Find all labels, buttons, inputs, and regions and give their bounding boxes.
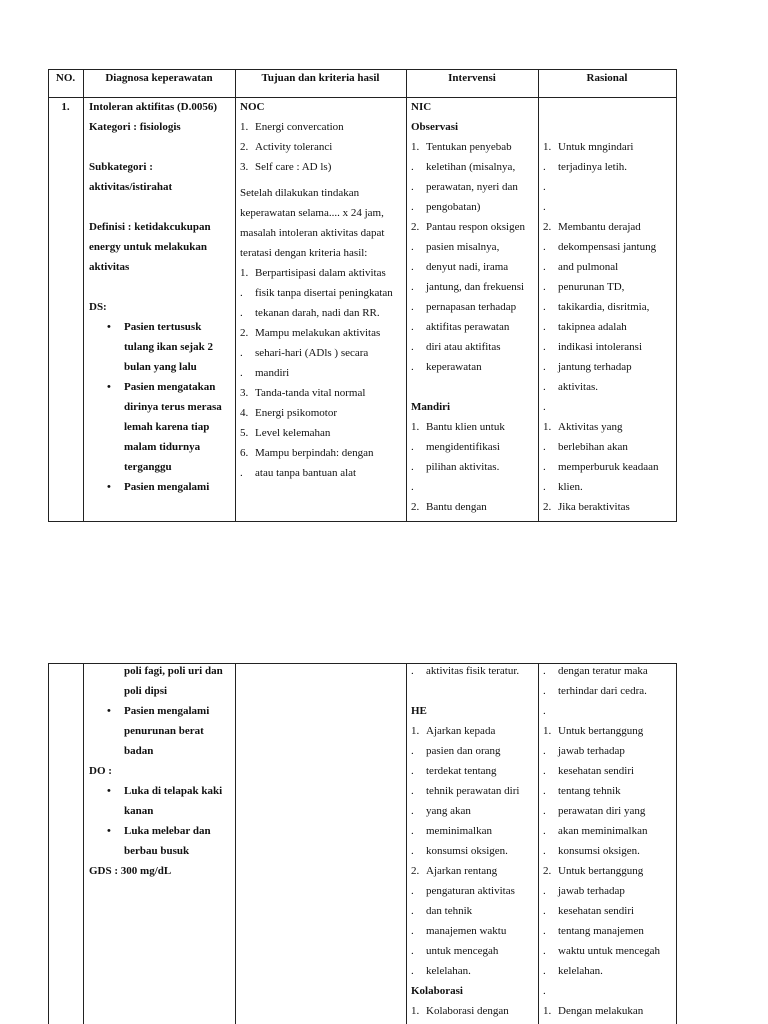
criteria-item-line: . sehari-hari (ADls ) secara bbox=[240, 343, 406, 363]
row-number: 1. bbox=[61, 101, 70, 113]
ds-item-line: dirinya terus merasa bbox=[124, 401, 222, 413]
noc-list bbox=[240, 117, 406, 177]
intervensi-cont-list bbox=[411, 661, 538, 681]
rasional-item-line: . waktu untuk mencegah bbox=[543, 941, 676, 961]
observasi-item: 2. Pantau respon oksigen bbox=[411, 217, 538, 237]
tujuan-cell bbox=[240, 97, 406, 483]
criteria-item: 2. Mampu melakukan aktivitas bbox=[240, 323, 406, 343]
rasional-list bbox=[543, 137, 676, 517]
rasional-item: 2. Jika beraktivitas bbox=[543, 497, 676, 517]
he-item-line: . kelelahan. bbox=[411, 961, 538, 981]
tujuan-intro-line: teratasi dengan kriteria hasil: bbox=[240, 247, 368, 259]
kolaborasi-label: Kolaborasi bbox=[411, 985, 463, 997]
he-item: 1. Ajarkan kepada bbox=[411, 721, 538, 741]
tujuan-intro-line: keperawatan selama.... x 24 jam, bbox=[240, 207, 384, 219]
diagnosa-subkategori-value: aktivitas/istirahat bbox=[89, 181, 173, 193]
table2-col-border-0 bbox=[48, 663, 49, 1024]
ds-item-line: poli dipsi bbox=[124, 685, 168, 697]
tujuan-intro-line: Setelah dilakukan tindakan bbox=[240, 187, 360, 199]
diagnosa-definisi-line: Definisi : ketidakcukupan bbox=[89, 221, 211, 233]
criteria-item-line: . fisik tanpa disertai peningkatan bbox=[240, 283, 406, 303]
intervensi-cell bbox=[411, 97, 538, 517]
criteria-item-line: . tekanan darah, nadi dan RR. bbox=[240, 303, 406, 323]
he-item-line: . terdekat tentang bbox=[411, 761, 538, 781]
ds-item-line: bulan yang lalu bbox=[124, 361, 197, 373]
ds-item-line: tulang ikan sejak 2 bbox=[124, 341, 213, 353]
nic-label: NIC bbox=[411, 101, 432, 113]
observasi-item-line: . keletihan (misalnya, bbox=[411, 157, 538, 177]
observasi-item-line: . diri atau aktifitas bbox=[411, 337, 538, 357]
rasional-item-line: . klien. bbox=[543, 477, 676, 497]
table2-col-border-1 bbox=[83, 663, 84, 1024]
observasi-item-line: . jantung, dan frekuensi bbox=[411, 277, 538, 297]
criteria-item: 3. Tanda-tanda vital normal bbox=[240, 383, 406, 403]
table1-col-border-3 bbox=[406, 69, 407, 522]
rasional-item-line: . jawab terhadap bbox=[543, 741, 676, 761]
rasional-item-line: . tentang tehnik bbox=[543, 781, 676, 801]
do-list bbox=[89, 781, 235, 861]
he-list bbox=[411, 721, 538, 981]
he-item-line: . yang akan bbox=[411, 801, 538, 821]
rasional-item-line: . and pulmonal bbox=[543, 257, 676, 277]
rasional-item: 1. Aktivitas yang bbox=[543, 417, 676, 437]
rasional-cont-line: . dengan teratur maka bbox=[543, 661, 676, 681]
rasional-item-line: . aktivitas. bbox=[543, 377, 676, 397]
he-item: 2. Ajarkan rentang bbox=[411, 861, 538, 881]
table1-col-border-0 bbox=[48, 69, 49, 522]
rasional-item-line: . perawatan diri yang bbox=[543, 801, 676, 821]
rasional-item-line: . tentang manajemen bbox=[543, 921, 676, 941]
rasional-cont-cell bbox=[543, 661, 676, 1021]
observasi-item-line: . aktifitas perawatan bbox=[411, 317, 538, 337]
do-item-line: kanan bbox=[124, 805, 154, 817]
he-item-line: . pasien dan orang bbox=[411, 741, 538, 761]
kolaborasi-list bbox=[411, 1001, 538, 1021]
diagnosa-subkategori-label: Subkategori : bbox=[89, 161, 153, 173]
diagnosa-cell bbox=[89, 97, 235, 497]
diagnosa-definisi-line: aktivitas bbox=[89, 261, 130, 273]
ds-label: DS: bbox=[89, 301, 107, 313]
observasi-item-line: . perawatan, nyeri dan bbox=[411, 177, 538, 197]
he-item-line: . manajemen waktu bbox=[411, 921, 538, 941]
table1-bottom-border bbox=[48, 521, 676, 522]
rasional-item: 1. Dengan melakukan bbox=[543, 1001, 676, 1021]
intervensi-cont-cell bbox=[411, 661, 538, 1021]
he-item-line: . untuk mencegah bbox=[411, 941, 538, 961]
table1-col-border-4 bbox=[538, 69, 539, 522]
he-item-line: . tehnik perawatan diri bbox=[411, 781, 538, 801]
mandiri-item-line: . mengidentifikasi bbox=[411, 437, 538, 457]
rasional-cont-line: . terhindar dari cedra. bbox=[543, 681, 676, 701]
observasi-item-line: . pengobatan) bbox=[411, 197, 538, 217]
gds-value: GDS : 300 mg/dL bbox=[89, 865, 172, 877]
diagnosa-definisi-line: energy untuk melakukan bbox=[89, 241, 207, 253]
diagnosa-cont-cell bbox=[89, 661, 235, 881]
rasional-item: 2. Membantu derajad bbox=[543, 217, 676, 237]
do-item: • Luka di telapak kaki bbox=[89, 781, 235, 801]
table1-col-border-1 bbox=[83, 69, 84, 522]
criteria-item: 4. Energi psikomotor bbox=[240, 403, 406, 423]
observasi-item: 1. Tentukan penyebab bbox=[411, 137, 538, 157]
rasional-item: 1. Untuk bertanggung bbox=[543, 721, 676, 741]
rasional-item-line: . takikardia, disritmia, bbox=[543, 297, 676, 317]
he-item-line: . meminimalkan bbox=[411, 821, 538, 841]
he-label: HE bbox=[411, 705, 427, 717]
rasional-item-line: . penurunan TD, bbox=[543, 277, 676, 297]
ds-item-line: terganggu bbox=[124, 461, 172, 473]
rasional-cont-list bbox=[543, 661, 676, 1021]
rasional-item-line: . indikasi intoleransi bbox=[543, 337, 676, 357]
observasi-item-line: . denyut nadi, irama bbox=[411, 257, 538, 277]
do-item-line: berbau busuk bbox=[124, 845, 190, 857]
rasional-item: 2. Untuk bertanggung bbox=[543, 861, 676, 881]
rasional-item-line: . kesehatan sendiri bbox=[543, 901, 676, 921]
table1-top-border bbox=[48, 69, 676, 70]
ds-item-line: poli fagi, poli uri dan bbox=[124, 665, 223, 677]
table1-col-border-5 bbox=[676, 69, 677, 522]
ds-item: • Pasien mengalami bbox=[89, 701, 235, 721]
rasional-item-line: . kelelahan. bbox=[543, 961, 676, 981]
rasional-item-line: . takipnea adalah bbox=[543, 317, 676, 337]
observasi-item-line: . keperawatan bbox=[411, 357, 538, 377]
mandiri-item: 1. Bantu klien untuk bbox=[411, 417, 538, 437]
rasional-item-line: . kesehatan sendiri bbox=[543, 761, 676, 781]
rasional-item-line: . konsumsi oksigen. bbox=[543, 841, 676, 861]
noc-label: NOC bbox=[240, 101, 265, 113]
observasi-item-line: . pasien misalnya, bbox=[411, 237, 538, 257]
ds-item: • Pasien mengalami bbox=[89, 477, 235, 497]
mandiri-list bbox=[411, 417, 538, 517]
header-diagnosa: Diagnosa keperawatan bbox=[105, 72, 213, 84]
header-intervensi: Intervensi bbox=[448, 72, 496, 84]
mandiri-item: 2. Bantu dengan bbox=[411, 497, 538, 517]
rasional-item-line: . akan meminimalkan bbox=[543, 821, 676, 841]
intervensi-cont-line: . aktivitas fisik teratur. bbox=[411, 661, 538, 681]
rasional-item-line: . memperburuk keadaan bbox=[543, 457, 676, 477]
criteria-item-line: . mandiri bbox=[240, 363, 406, 383]
rasional-item-line: . jantung terhadap bbox=[543, 357, 676, 377]
ds-item-line: penurunan berat bbox=[124, 725, 204, 737]
observasi-label: Observasi bbox=[411, 121, 459, 133]
noc-item: 3. Self care : AD ls) bbox=[240, 157, 406, 177]
header-no: NO. bbox=[55, 72, 76, 84]
he-item-line: . konsumsi oksigen. bbox=[411, 841, 538, 861]
kolaborasi-item: 1. Kolaborasi dengan bbox=[411, 1001, 538, 1021]
header-tujuan: Tujuan dan kriteria hasil bbox=[261, 72, 380, 84]
diagnosa-title: Intoleran aktifitas (D.0056) bbox=[89, 101, 218, 113]
table2-col-border-4 bbox=[538, 663, 539, 1024]
criteria-item-line: . atau tanpa bantuan alat bbox=[240, 463, 406, 483]
table2-col-border-2 bbox=[235, 663, 236, 1024]
rasional-item: 1. Untuk mngindari bbox=[543, 137, 676, 157]
ds-item-line: badan bbox=[124, 745, 154, 757]
he-item-line: . pengaturan aktivitas bbox=[411, 881, 538, 901]
he-item-line: . dan tehnik bbox=[411, 901, 538, 921]
ds-item-line: malam tidurnya bbox=[124, 441, 201, 453]
observasi-list bbox=[411, 137, 538, 377]
do-label: DO : bbox=[89, 765, 112, 777]
do-item: • Luka melebar dan bbox=[89, 821, 235, 841]
header-rasional: Rasional bbox=[586, 72, 628, 84]
criteria-item: 5. Level kelemahan bbox=[240, 423, 406, 443]
mandiri-label: Mandiri bbox=[411, 401, 451, 413]
diagnosa-kategori: Kategori : fisiologis bbox=[89, 121, 181, 133]
table2-col-border-5 bbox=[676, 663, 677, 1024]
tujuan-intro-line: masalah intoleran aktivitas dapat bbox=[240, 227, 385, 239]
noc-item: 2. Activity toleranci bbox=[240, 137, 406, 157]
ds-cont-list bbox=[89, 661, 235, 761]
ds-list bbox=[89, 317, 235, 497]
ds-item: • Pasien tertususk bbox=[89, 317, 235, 337]
table1-col-border-2 bbox=[235, 69, 236, 522]
rasional-item-line: . jawab terhadap bbox=[543, 881, 676, 901]
noc-item: 1. Energi convercation bbox=[240, 117, 406, 137]
ds-item: • Pasien mengatakan bbox=[89, 377, 235, 397]
observasi-item-line: . pernapasan terhadap bbox=[411, 297, 538, 317]
rasional-cell bbox=[543, 137, 676, 517]
rasional-item-line: . terjadinya letih. bbox=[543, 157, 676, 177]
rasional-item-line: . dekompensasi jantung bbox=[543, 237, 676, 257]
criteria-list bbox=[240, 263, 406, 483]
mandiri-item-line: . pilihan aktivitas. bbox=[411, 457, 538, 477]
rasional-item-line: . berlebihan akan bbox=[543, 437, 676, 457]
ds-item-line: lemah karena tiap bbox=[124, 421, 210, 433]
criteria-item: 6. Mampu berpindah: dengan bbox=[240, 443, 406, 463]
table2-col-border-3 bbox=[406, 663, 407, 1024]
criteria-item: 1. Berpartisipasi dalam aktivitas bbox=[240, 263, 406, 283]
